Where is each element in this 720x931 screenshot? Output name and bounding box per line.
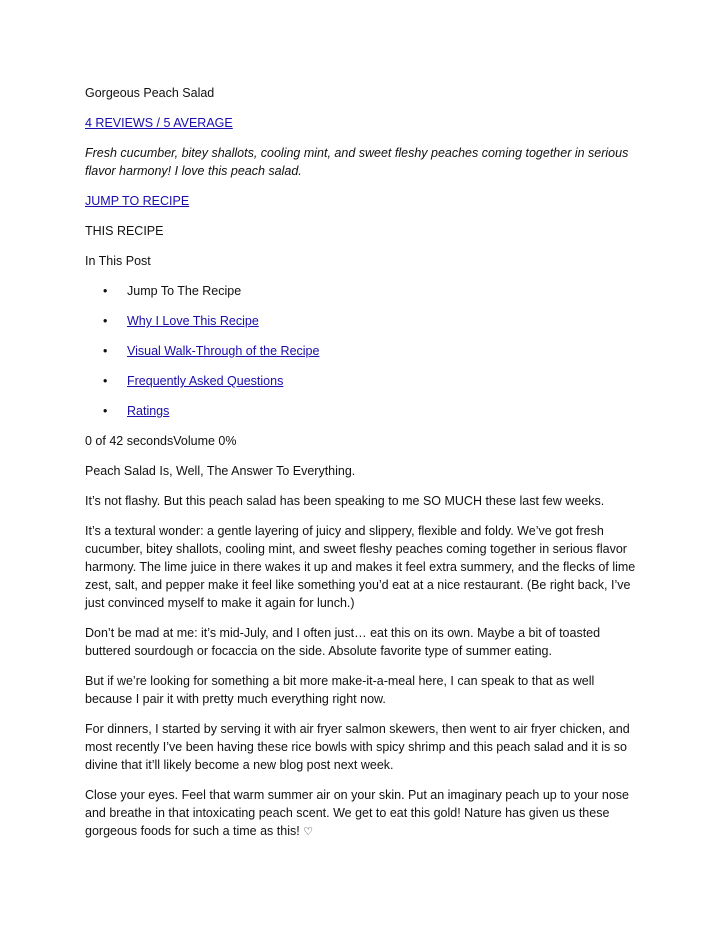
this-recipe-label: THIS RECIPE [85,224,164,238]
reviews-link[interactable]: 4 REVIEWS / 5 AVERAGE [85,116,233,130]
toc-link-walk-through[interactable]: Visual Walk-Through of the Recipe [127,344,320,358]
closing-paragraph [85,786,640,841]
bullet-icon: • [103,314,108,328]
jump-to-recipe-link[interactable]: JUMP TO RECIPE [85,194,190,208]
toc-link-ratings[interactable]: Ratings [127,404,170,418]
video-status: 0 of 42 secondsVolume 0% [85,434,237,448]
in-this-post-heading: In This Post [85,254,151,268]
toc-link-faq[interactable]: Frequently Asked Questions [127,374,284,388]
page-title: Gorgeous Peach Salad [85,86,215,100]
section-heading: Peach Salad Is, Well, The Answer To Everything. [85,464,356,478]
toc-link-why-i-love[interactable]: Why I Love This Recipe [127,314,259,328]
paragraph: But if we’re looking for something a bit more make-it-a-meal here, I can speak to that as well because I pair it with pretty much everything right now. [85,674,595,706]
article-body [85,84,640,853]
bullet-icon: • [103,344,108,358]
bullet-icon: • [103,284,108,298]
toc-item-why-i-love [85,312,640,330]
paragraph: It’s a textural wonder: a gentle layering of juicy and slippery, flexible and foldy. We’ve got fresh cucumber, bitey shallots, cooling mint, and sweet fleshy peaches coming together in serious flavor harmony. The lime juice in there wakes it up and makes it feel extra summery, and the flecks of lime zest, salt, and pepper make it feel like something you’d eat at a nice restaurant. (Be right back, I’ve just convinced myself to make it again for lunch.) [85,524,636,610]
bullet-icon: • [103,374,108,388]
toc-item-walk-through [85,342,640,360]
paragraph: For dinners, I started by serving it with air fryer salmon skewers, then went to air fryer chicken, and most recently I’ve been having these rice bowls with spicy shrimp and this peach salad and it is so divine that it’ll likely become a new blog post next week. [85,722,630,772]
bullet-icon: • [103,404,108,418]
table-of-contents [85,282,640,420]
jump-row [85,192,640,210]
reviews-row [85,114,640,132]
toc-item-jump-to-recipe [85,282,640,300]
toc-item-label: Jump To The Recipe [127,284,242,298]
toc-item-ratings [85,402,640,420]
intro-text: Fresh cucumber, bitey shallots, cooling mint, and sweet fleshy peaches coming together in serious flavor harmony! I love this peach salad. [85,146,629,178]
closing-text: Close your eyes. Feel that warm summer air on your skin. Put an imaginary peach up to your nose and breathe in that intoxicating peach scent. We get to eat this gold! Nature has given us these gorgeous foods for such a time as this! [85,788,630,838]
paragraph: Don’t be mad at me: it’s mid-July, and I often just… eat this on its own. Maybe a bit of toasted buttered sourdough or focaccia on the side. Absolute favorite type of summer eating. [85,626,601,658]
paragraph: It’s not flashy. But this peach salad has been speaking to me SO MUCH these last few weeks. [85,494,605,508]
toc-item-faq [85,372,640,390]
heart-icon: ♡ [303,825,314,838]
